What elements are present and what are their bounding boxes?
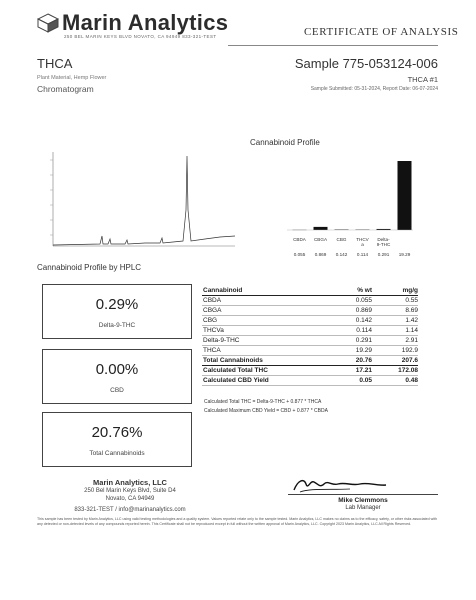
table-header-row <box>202 287 418 296</box>
summary-box-delta9-thc <box>42 284 192 339</box>
summary-value: 0.29% <box>95 296 139 313</box>
table-row <box>202 296 418 306</box>
calc-cbd-yield-row <box>202 376 418 386</box>
formula-total-thc: Calculated Total THC = Delta-9-THC + 0.877 * THCA <box>204 399 322 405</box>
tick-label: a <box>361 242 364 247</box>
product-name: THCA <box>37 56 73 71</box>
cell-percent: 0.114 <box>322 326 372 336</box>
tick-label: CBG <box>336 237 347 242</box>
hplc-heading: Cannabinoid Profile by HPLC <box>37 263 142 272</box>
cell-percent: 0.869 <box>322 306 372 316</box>
cell-name: Calculated CBD Yield <box>202 376 322 386</box>
formula-cbd-yield: Calculated Maximum CBD Yield = CBD + 0.877 * CBDA <box>204 408 328 414</box>
cell-percent: 0.05 <box>322 376 372 386</box>
tick-label: CBGA <box>313 237 328 242</box>
cell-mg: 2.91 <box>372 336 418 346</box>
table-row <box>202 346 418 356</box>
summary-label: Delta-9-THC <box>98 322 136 329</box>
cell-mg: 8.69 <box>372 306 418 316</box>
disclaimer-text: This sample has been tested by Marin Analytics, LLC using valid testing methodologies and a quality system. Values reported relate only to the sample tested. Marin Analytics, LLC makes no claims as to the efficacy, safety, or other risks associated with any detected or non-detected levels of any compounds reported herein. This Certificate shall not be reproduced except in full without the written approval of Marin Analytics, LLC. Copyright 2023 Marin Analytics, LLC All Rights Reserved. <box>37 517 438 526</box>
tick-label: Delta- <box>377 237 390 242</box>
batch-name: THCA #1 <box>407 75 438 84</box>
profile-chart-title: Cannabinoid Profile <box>250 138 320 147</box>
data-label: 0.055 <box>293 252 306 257</box>
cell-name: THCVa <box>202 326 322 336</box>
cell-name: Delta-9-THC <box>202 336 322 346</box>
cell-name: CBDA <box>202 296 322 306</box>
cell-name: CBGA <box>202 306 322 316</box>
calc-total-thc-row <box>202 366 418 376</box>
cell-mg: 0.55 <box>372 296 418 306</box>
table-row <box>202 306 418 316</box>
chromatogram-trace <box>53 156 235 245</box>
chromatogram-heading: Chromatogram <box>37 84 94 94</box>
cell-percent: 0.142 <box>322 316 372 326</box>
calculation-formulas <box>204 398 328 416</box>
data-label: 0.142 <box>335 252 348 257</box>
data-label: 0.291 <box>377 252 390 257</box>
cell-mg: 0.48 <box>372 376 418 386</box>
cell-mg: 207.6 <box>372 356 418 366</box>
summary-value: 0.00% <box>95 361 139 378</box>
cell-mg: 172.08 <box>372 366 418 376</box>
lab-address-line-2: Novato, CA 94949 <box>105 496 155 502</box>
col-header-percent-weight: % wt <box>322 287 372 296</box>
cell-percent: 17.21 <box>322 366 372 376</box>
summary-label: CBD <box>110 387 124 394</box>
data-label: 0.114 <box>356 252 369 257</box>
cell-mg: 1.42 <box>372 316 418 326</box>
brand-address-line: 250 BEL MARIN KEYS BLVD NOVATO, CA 94949 833-321-TEST <box>64 34 217 39</box>
lab-contact: 833-321-TEST / info@marinanalytics.com <box>74 507 186 513</box>
signer-name: Mike Clemmons <box>338 497 388 504</box>
product-matrix: Plant Material, Hemp Flower <box>37 75 107 81</box>
cell-name: Calculated Total THC <box>202 366 322 376</box>
cell-name: CBG <box>202 316 322 326</box>
bar-thca <box>398 161 412 230</box>
col-header-cannabinoid: Cannabinoid <box>202 287 322 296</box>
cell-percent: 19.29 <box>322 346 372 356</box>
summary-box-cbd <box>42 349 192 404</box>
summary-value: 20.76% <box>91 424 143 441</box>
col-header-mg-per-g: mg/g <box>372 287 418 296</box>
data-label: 19.29 <box>398 252 411 257</box>
chromatogram-plot <box>45 150 237 248</box>
cell-name: Total Cannabinoids <box>202 356 322 366</box>
sample-dates: Sample Submitted: 05-31-2024, Report Date: 06-07-2024 <box>310 86 438 92</box>
profile-bar-chart <box>285 145 415 270</box>
total-row <box>202 356 418 366</box>
tick-label: THCV <box>356 237 369 242</box>
cell-percent: 20.76 <box>322 356 372 366</box>
data-label: 0.869 <box>314 252 327 257</box>
bar-cbga <box>314 227 328 230</box>
tick-label: CBDA <box>293 237 306 242</box>
cell-percent: 0.055 <box>322 296 372 306</box>
summary-box-total-cannabinoids <box>42 412 192 467</box>
cell-mg: 192.9 <box>372 346 418 356</box>
signature-line <box>288 494 438 495</box>
cube-logo-icon <box>37 13 59 33</box>
lab-name: Marin Analytics, LLC <box>93 478 167 487</box>
header-divider <box>228 45 438 46</box>
certificate-title: CERTIFICATE OF ANALYSIS <box>304 26 459 38</box>
cannabinoid-results-table <box>202 287 418 386</box>
summary-label: Total Cannabinoids <box>89 450 145 457</box>
tick-label: 9-THC <box>376 242 391 247</box>
brand-name: Marin Analytics <box>62 10 229 35</box>
cell-name: THCA <box>202 346 322 356</box>
cell-percent: 0.291 <box>322 336 372 346</box>
table-row <box>202 326 418 336</box>
signer-title: Lab Manager <box>345 505 381 511</box>
table-row <box>202 336 418 346</box>
lab-address-line-1: 250 Bel Marin Keys Blvd, Suite D4 <box>84 488 176 494</box>
signature-image <box>290 472 390 496</box>
cell-mg: 1.14 <box>372 326 418 336</box>
sample-id: Sample 775-053124-006 <box>294 56 438 71</box>
table-row <box>202 316 418 326</box>
